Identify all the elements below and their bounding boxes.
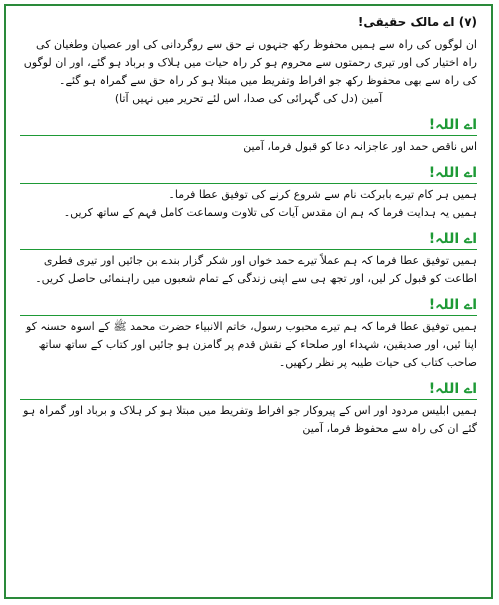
section-line: ہمیں ابلیس مردود اور اس کے پیروکار جو افراط وتفریط میں مبتلا ہو کر ہلاک و برباد اور گمراہ ہو گئے ان کی راہ سے محفوظ فرما، آمین: [23, 404, 477, 435]
ameen-note: آمین (دل کی گہرائی کی صدا، اس لئے تحریر میں نہیں آتا): [114, 92, 383, 105]
section-heading: اے اللہ!: [20, 116, 477, 136]
section-line: ہمیں ہر کام تیرے بابرکت نام سے شروع کرنے کی توفیق عطا فرما۔: [168, 188, 477, 201]
section-heading: اے اللہ!: [20, 230, 477, 250]
section-heading: اے اللہ!: [20, 164, 477, 184]
page-title: (۷) اے مالک حقیقی!: [357, 15, 477, 29]
page-content: [20, 12, 477, 591]
section-line: اس ناقص حمد اور عاجزانہ دعا کو قبول فرما، آمین: [243, 140, 477, 153]
section-heading: اے اللہ!: [20, 296, 477, 316]
section-line: ہمیں یہ ہدایت فرما کہ ہم ان مقدس آیات کی تلاوت وسماعت کامل فہم کے ساتھ کریں۔: [63, 206, 477, 219]
section-line: ہمیں توفیق عطا فرما کہ ہم عملاً تیرے حمد خواں اور شکر گزار بندے بن جائیں اور تیری فطری اطاعت کو قبول کر لیں، اور تجھ ہی سے اپنی زندگی کے تمام شعبوں میں راہنمائی حاصل کریں۔: [35, 254, 477, 285]
intro-paragraph: ان لوگوں کی راہ سے ہمیں محفوظ رکھ جنہوں نے حق سے روگردانی کی اور عصیان وطغیان کی راہ اختیار کی اور تیری رحمتوں سے محروم ہو کر راہ حیات میں ہلاک و برباد ہو گئے، اور ان لوگوں کی راہ سے بھی محفوظ رکھ جو افراط وتفریط میں مبتلا ہو کر راہ حق سے گمراہ ہو گئے۔: [23, 38, 477, 87]
page-border: [4, 4, 493, 599]
section-heading: اے اللہ!: [20, 380, 477, 400]
section-line: ہمیں توفیق عطا فرما کہ ہم تیرے محبوب رسول، خاتم الانبیاء حضرت محمد ﷺ کے اسوہ حسنہ کو اپنا ئیں، اور صدیقین، شہداء اور صلحاء کے نقش قدم پر گامزن ہو جائیں اور کتاب کے ساتھ ساتھ صاحب کتاب کی حیات طیبہ پر نظر رکھیں۔: [25, 320, 477, 369]
